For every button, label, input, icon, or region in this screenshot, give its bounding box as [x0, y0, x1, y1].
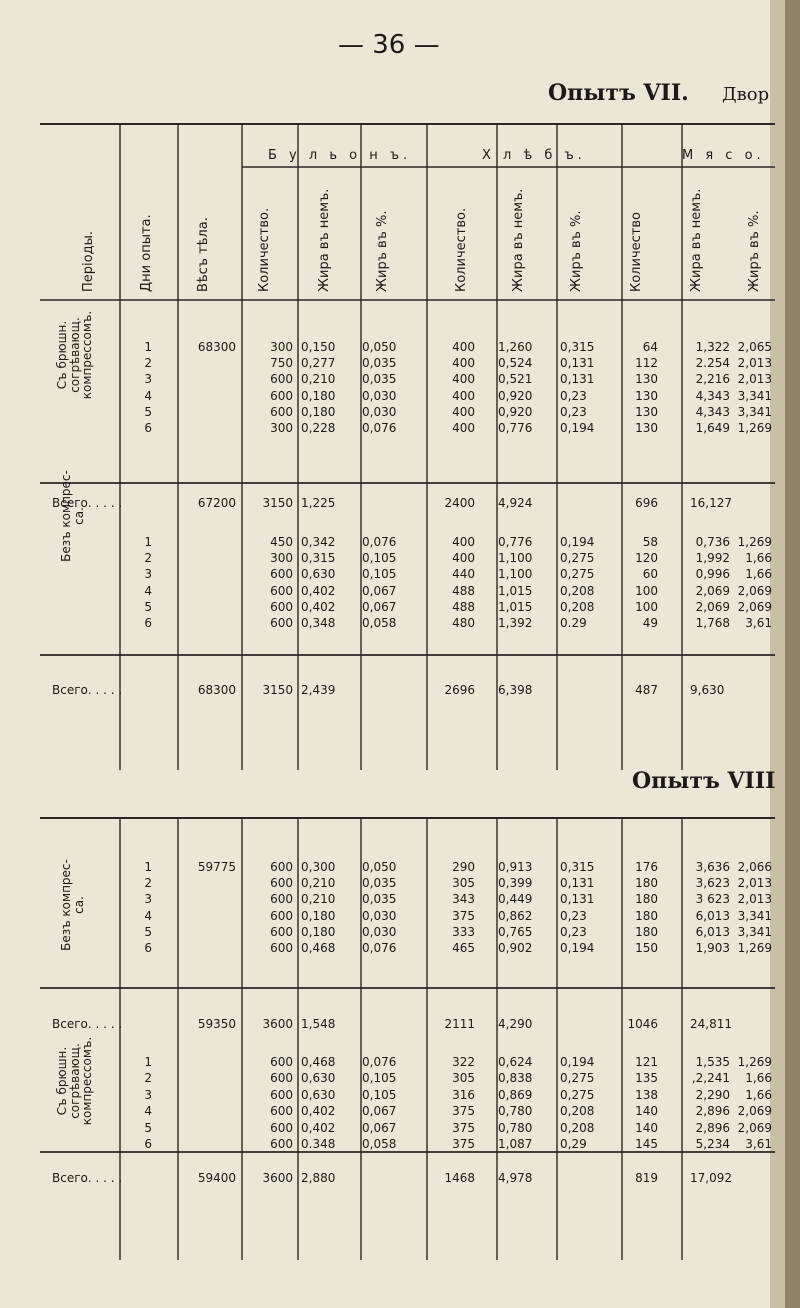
table-cell: 5 — [144, 1120, 152, 1135]
table-cell: 0,449 — [498, 892, 533, 907]
table-cell: 0,402 — [301, 1104, 336, 1119]
table-cell: 2,216 — [695, 372, 730, 387]
total-cell: 487 — [635, 683, 658, 697]
table-cell: 0,624 — [498, 1055, 533, 1069]
table-cell: 3 — [144, 372, 152, 387]
table-cell: 2 — [144, 356, 152, 371]
table-cell: 3 623 — [695, 892, 730, 907]
table-cell: 4 — [144, 1104, 152, 1119]
total-label: Всего. . . . . — [52, 683, 123, 697]
table-cell: 600 — [270, 1071, 293, 1086]
table-cell: 2,069 — [737, 1104, 772, 1119]
table-cell: 600 — [270, 567, 293, 582]
table-cell: 375 — [452, 1104, 475, 1119]
table-cell: 400 — [452, 388, 475, 403]
table-cell: 0,277 — [301, 356, 336, 371]
table-cell: 2,013 — [737, 876, 772, 891]
table-cell: 600 — [270, 892, 293, 907]
total-cell: 4,290 — [498, 1017, 533, 1031]
table-cell: 150 — [635, 941, 658, 955]
table-cell: 305 — [452, 1071, 475, 1086]
table-cell: 0,776 — [498, 421, 533, 435]
table-cell: 145 — [635, 1137, 658, 1151]
table-cell: 0,067 — [362, 1104, 397, 1119]
total-cell: 2400 — [444, 496, 475, 510]
table-cell: 0.29 — [560, 616, 587, 630]
table-cell: 64 — [642, 340, 658, 354]
table-cell: 0,131 — [560, 372, 595, 387]
table-cell: 2 — [144, 1071, 152, 1086]
table-cell: 0,776 — [498, 535, 533, 549]
table-cell: 0,402 — [301, 599, 336, 614]
table-cell: 0,180 — [301, 908, 336, 923]
table-cell: 0,23 — [560, 908, 587, 923]
table-cell: 1 — [144, 860, 152, 874]
table-cell: 0,030 — [362, 404, 397, 419]
table-cell: 0,913 — [498, 860, 533, 874]
table-cell: 0,275 — [560, 551, 595, 566]
table-cell: 0,780 — [498, 1120, 533, 1135]
table-cell: 0,275 — [560, 1087, 595, 1102]
table-cell: 1,269 — [737, 421, 772, 435]
table-cell: 3 — [144, 1087, 152, 1102]
header-bread-quantity: Количество. — [454, 207, 469, 292]
table-cell: 0,920 — [498, 388, 533, 403]
table-cell: 0,780 — [498, 1104, 533, 1119]
table-cell: 2,069 — [737, 583, 772, 598]
table-cell: 600 — [270, 1055, 293, 1069]
table-cell: 4 — [144, 583, 152, 598]
table-cell: 0,902 — [498, 941, 533, 955]
table-cell: 1,992 — [695, 551, 730, 566]
period-label-compress: Съ брюшн. согрѣвающ. компрессомъ. — [55, 310, 95, 400]
table-cell: 1 — [144, 535, 152, 549]
table-cell: 0,736 — [695, 535, 730, 549]
table-cell: 0,035 — [362, 372, 397, 387]
period-label-no-compress: Безъ компрес- са. — [59, 859, 86, 951]
table-cell: 0,23 — [560, 924, 587, 939]
table-cell: 0,194 — [560, 535, 595, 549]
table-cell: 1,535 — [695, 1055, 730, 1069]
table-cell: 1,015 — [498, 583, 533, 598]
table-cell: 6 — [144, 616, 152, 630]
table-cell: 0,076 — [362, 1055, 397, 1069]
table-cell: 440 — [452, 567, 475, 582]
table-cell: 1,66 — [745, 567, 772, 582]
table-cell: 0,524 — [498, 356, 533, 371]
table-cell: 0,468 — [301, 1055, 336, 1069]
table-cell: 290 — [452, 860, 475, 874]
table-cell: 0,402 — [301, 1120, 336, 1135]
table-cell: 2,069 — [695, 583, 730, 598]
table-cell: 121 — [635, 1055, 658, 1069]
table-cell: 0,131 — [560, 356, 595, 371]
total-cell: 16,127 — [690, 496, 732, 510]
table-cell: 1,66 — [745, 1087, 772, 1102]
table-cell: 0,920 — [498, 404, 533, 419]
table-cell: 5,234 — [695, 1137, 730, 1151]
total-cell: 17,092 — [690, 1171, 732, 1185]
table-cell: 4,343 — [695, 388, 730, 403]
table-cell: 2,013 — [737, 372, 772, 387]
page-number: — 36 — — [338, 30, 440, 60]
table-cell: 375 — [452, 1137, 475, 1151]
table-cell: 0,210 — [301, 892, 336, 907]
table-cell: 6 — [144, 421, 152, 435]
table-cell: 600 — [270, 1120, 293, 1135]
table-cell: 0,035 — [362, 876, 397, 891]
table-cell: 49 — [642, 616, 658, 630]
table-cell: 140 — [635, 1104, 658, 1119]
total-cell: 1046 — [627, 1017, 658, 1031]
table-cell: 2,290 — [695, 1087, 730, 1102]
table-cell: 2,896 — [695, 1104, 730, 1119]
table-cell: 3 — [144, 892, 152, 907]
table-cell: 1,269 — [737, 535, 772, 549]
table-cell: 2,013 — [737, 356, 772, 371]
table-cell: 3,341 — [737, 404, 772, 419]
table-cell: 1,015 — [498, 599, 533, 614]
table-cell: 120 — [635, 551, 658, 566]
experiment-8-title: Опытъ VIII — [632, 768, 776, 794]
table-cell: 375 — [452, 1120, 475, 1135]
header-days: Дни опыта. — [139, 214, 154, 292]
table-cell: 400 — [452, 404, 475, 419]
total-cell: 4,924 — [498, 496, 533, 510]
table-cell: 1 — [144, 1055, 152, 1069]
total-cell: 1,225 — [301, 496, 336, 510]
table-cell: 0,208 — [560, 1104, 595, 1119]
table-cell: 180 — [635, 892, 658, 907]
table-cell: 450 — [270, 535, 293, 549]
table-cell: 2 — [144, 876, 152, 891]
table-cell: 0,468 — [301, 941, 336, 955]
table-cell: 1,087 — [498, 1137, 533, 1151]
total-cell: 59400 — [197, 1171, 236, 1185]
table-cell: 305 — [452, 876, 475, 891]
table-cell: 0,150 — [301, 340, 336, 354]
table-cell: 750 — [270, 356, 293, 371]
table-cell: 400 — [452, 551, 475, 566]
table-cell: 488 — [452, 599, 475, 614]
table-cell: 0,067 — [362, 583, 397, 598]
experiment-7-title: Опытъ VII. — [548, 80, 689, 106]
table-cell: 4 — [144, 388, 152, 403]
table-cell: 3,61 — [745, 616, 772, 630]
header-bread-fat: Жира въ немъ. — [511, 188, 526, 292]
table-cell: 0,630 — [301, 567, 336, 582]
table-cell: 0,067 — [362, 1120, 397, 1135]
table-cell: 0,315 — [560, 340, 595, 354]
table-cell: 180 — [635, 876, 658, 891]
table-cell: 0,194 — [560, 421, 595, 435]
table-cell: 4,343 — [695, 404, 730, 419]
table-cell: 0,342 — [301, 535, 336, 549]
total-cell: 24,811 — [690, 1017, 732, 1031]
table-cell: 343 — [452, 892, 475, 907]
table-cell: 0,030 — [362, 388, 397, 403]
table-cell: 0,228 — [301, 421, 336, 435]
table-cell: 176 — [635, 860, 658, 874]
table-cell: 1,768 — [695, 616, 730, 630]
table-cell: 4 — [144, 908, 152, 923]
table-cell: 0,194 — [560, 1055, 595, 1069]
table-cell: 1,269 — [737, 941, 772, 955]
table-cell: 0,862 — [498, 908, 533, 923]
table-cell: 6 — [144, 941, 152, 955]
table-cell: 0,996 — [695, 567, 730, 582]
header-meat-fat: Жира въ немъ. — [689, 188, 704, 292]
table-cell: 1,903 — [695, 941, 730, 955]
total-cell: 3600 — [262, 1017, 293, 1031]
total-cell: 2696 — [444, 683, 475, 697]
table-cell: 1,269 — [737, 1055, 772, 1069]
header-bread: Х л ѣ б ъ. — [482, 148, 586, 163]
table-cell: 0,521 — [498, 372, 533, 387]
table-cell: 5 — [144, 599, 152, 614]
table-cell: 400 — [452, 372, 475, 387]
total-cell: 6,398 — [498, 683, 533, 697]
table-cell: 0,058 — [362, 616, 397, 630]
header-bouillon: Б у л ь о н ъ. — [268, 148, 412, 163]
table-cell: 316 — [452, 1087, 475, 1102]
table-cell: 6,013 — [695, 924, 730, 939]
table-cell: 0,050 — [362, 340, 397, 354]
total-cell: 1468 — [444, 1171, 475, 1185]
table-cell: 1,100 — [498, 551, 533, 566]
table-cell: 2,066 — [737, 860, 772, 874]
table-cell: 488 — [452, 583, 475, 598]
table-cell: 2.254 — [695, 356, 730, 371]
header-meat-fat-percent: Жиръ въ %. — [747, 210, 762, 292]
table-cell: 68300 — [197, 340, 236, 354]
table-cell: 465 — [452, 941, 475, 955]
table-cell: 130 — [635, 372, 658, 387]
table-cell: 600 — [270, 583, 293, 598]
table-cell: 180 — [635, 908, 658, 923]
table-cell: 140 — [635, 1120, 658, 1135]
table-cell: 0,035 — [362, 892, 397, 907]
table-cell: 2,069 — [737, 1120, 772, 1135]
table-cell: 0,208 — [560, 1120, 595, 1135]
table-cell: 0,208 — [560, 583, 595, 598]
table-cell: 100 — [635, 599, 658, 614]
header-periods: Періоды. — [81, 231, 96, 292]
experiment-7-title-continuation: Двор — [722, 84, 770, 105]
total-cell: 2111 — [444, 1017, 475, 1031]
header-meat: М я с о. — [682, 148, 765, 163]
total-label: Всего. . . . . — [52, 1171, 123, 1185]
total-cell: 3150 — [262, 496, 293, 510]
table-cell: 375 — [452, 908, 475, 923]
table-cell: 0,208 — [560, 599, 595, 614]
table-cell: 0,105 — [362, 551, 397, 566]
period-label-compress: Съ брюшн. согрѣвающ. компрессомъ. — [55, 1036, 95, 1126]
table-cell: 0,210 — [301, 876, 336, 891]
table-cell: 1,66 — [745, 551, 772, 566]
table-cell: 0,076 — [362, 421, 397, 435]
table-cell: 600 — [270, 404, 293, 419]
table-cell: 0,630 — [301, 1087, 336, 1102]
table-cell: 130 — [635, 388, 658, 403]
table-cell: 0,23 — [560, 404, 587, 419]
table-cell: 600 — [270, 941, 293, 955]
total-cell: 9,630 — [690, 683, 725, 697]
table-cell: 0,131 — [560, 892, 595, 907]
table-cell: 0,180 — [301, 404, 336, 419]
header-body-weight: Вѣсъ тѣла. — [196, 217, 211, 292]
table-cell: 0,035 — [362, 356, 397, 371]
table-cell: 5 — [144, 924, 152, 939]
table-cell: 180 — [635, 924, 658, 939]
table-cell: 600 — [270, 860, 293, 874]
total-label: Всего. . . . . — [52, 496, 123, 510]
table-cell: 0,29 — [560, 1137, 587, 1151]
table-cell: 1,100 — [498, 567, 533, 582]
table-cell: 0,210 — [301, 372, 336, 387]
table-cell: 6,013 — [695, 908, 730, 923]
total-cell: 3150 — [262, 683, 293, 697]
table-cell: 0,402 — [301, 583, 336, 598]
header-bouillon-fat-percent: Жиръ въ %. — [375, 210, 390, 292]
total-label: Всего. . . . . — [52, 1017, 123, 1031]
table-cell: 600 — [270, 616, 293, 630]
table-cell: 2,065 — [737, 340, 772, 354]
table-cell: 2,069 — [695, 599, 730, 614]
table-cell: 0,105 — [362, 567, 397, 582]
table-cell: 0,315 — [301, 551, 336, 566]
table-cell: 0,131 — [560, 876, 595, 891]
table-cell: 0,030 — [362, 908, 397, 923]
table-cell: 0,067 — [362, 599, 397, 614]
table-cell: 600 — [270, 1087, 293, 1102]
table-cell: 300 — [270, 340, 293, 354]
table-cell: 112 — [635, 356, 658, 371]
table-cell: 600 — [270, 599, 293, 614]
table-cell: 400 — [452, 356, 475, 371]
total-cell: 1,548 — [301, 1017, 336, 1031]
table-cell: 1,649 — [695, 421, 730, 435]
table-cell: 400 — [452, 421, 475, 435]
table-cell: 0,194 — [560, 941, 595, 955]
table-cell: 300 — [270, 551, 293, 566]
table-cell: 0,315 — [560, 860, 595, 874]
table-cell: 0,23 — [560, 388, 587, 403]
table-cell: 138 — [635, 1087, 658, 1102]
table-cell: 3,341 — [737, 908, 772, 923]
header-bread-fat-percent: Жиръ въ %. — [569, 210, 584, 292]
table-cell: 2,013 — [737, 892, 772, 907]
table-cell: 300 — [270, 421, 293, 435]
table-cell: 2,896 — [695, 1120, 730, 1135]
table-cell: 0,076 — [362, 941, 397, 955]
table-cell: 400 — [452, 340, 475, 354]
table-cell: 3,636 — [695, 860, 730, 874]
table-cell: 2 — [144, 551, 152, 566]
table-cell: 5 — [144, 404, 152, 419]
table-cell: 322 — [452, 1055, 475, 1069]
table-cell: 0,399 — [498, 876, 533, 891]
table-cell: 0.348 — [301, 1137, 336, 1151]
table-cell: 1,322 — [695, 340, 730, 354]
total-cell: 819 — [635, 1171, 658, 1185]
table-cell: 0,348 — [301, 616, 336, 630]
table-cell: 1,66 — [745, 1071, 772, 1086]
total-cell: 3600 — [262, 1171, 293, 1185]
table-cell: 600 — [270, 1137, 293, 1151]
total-cell: 4,978 — [498, 1171, 533, 1185]
total-cell: 67200 — [197, 496, 236, 510]
total-cell: 2,880 — [301, 1171, 336, 1185]
table-cell: 0,105 — [362, 1071, 397, 1086]
table-cell: ,2,241 — [691, 1071, 730, 1086]
table-cell: 3,341 — [737, 924, 772, 939]
total-cell: 68300 — [197, 683, 236, 697]
table-cell: 0,765 — [498, 924, 533, 939]
table-cell: 2,069 — [737, 599, 772, 614]
table-cell: 1,260 — [498, 340, 533, 354]
table-cell: 600 — [270, 908, 293, 923]
table-cell: 3,623 — [695, 876, 730, 891]
table-cell: 480 — [452, 616, 475, 630]
table-cell: 59775 — [197, 860, 236, 874]
header-meat-quantity: Количество — [629, 212, 644, 292]
table-cell: 600 — [270, 876, 293, 891]
table-cell: 58 — [642, 535, 658, 549]
table-cell: 3 — [144, 567, 152, 582]
table-cell: 0,105 — [362, 1087, 397, 1102]
table-cell: 0,076 — [362, 535, 397, 549]
table-cell: 100 — [635, 583, 658, 598]
table-cell: 130 — [635, 421, 658, 435]
table-cell: 0,838 — [498, 1071, 533, 1086]
table-cell: 60 — [642, 567, 658, 582]
table-cell: 130 — [635, 404, 658, 419]
header-bouillon-quantity: Количество. — [257, 207, 272, 292]
table-cell: 135 — [635, 1071, 658, 1086]
table-cell: 0,180 — [301, 924, 336, 939]
table-cell: 0,050 — [362, 860, 397, 874]
table-cell: 6 — [144, 1137, 152, 1151]
total-cell: 2,439 — [301, 683, 336, 697]
period-label-no-compress: Безъ компрес- са. — [59, 470, 86, 562]
total-cell: 696 — [635, 496, 658, 510]
table-cell: 0,300 — [301, 860, 336, 874]
table-cell: 3,341 — [737, 388, 772, 403]
table-cell: 0,058 — [362, 1137, 397, 1151]
table-cell: 0,275 — [560, 1071, 595, 1086]
table-cell: 333 — [452, 924, 475, 939]
table-cell: 0,630 — [301, 1071, 336, 1086]
table-cell: 0,030 — [362, 924, 397, 939]
table-cell: 0,180 — [301, 388, 336, 403]
table-cell: 1 — [144, 340, 152, 354]
table-cell: 600 — [270, 924, 293, 939]
header-bouillon-fat: Жира въ немъ. — [317, 188, 332, 292]
table-cell: 3,61 — [745, 1137, 772, 1151]
table-cell: 400 — [452, 535, 475, 549]
table-cell: 0,275 — [560, 567, 595, 582]
table-cell: 600 — [270, 1104, 293, 1119]
table-cell: 0,869 — [498, 1087, 533, 1102]
table-cell: 1,392 — [498, 616, 533, 630]
table-cell: 600 — [270, 388, 293, 403]
table-cell: 600 — [270, 372, 293, 387]
total-cell: 59350 — [197, 1017, 236, 1031]
